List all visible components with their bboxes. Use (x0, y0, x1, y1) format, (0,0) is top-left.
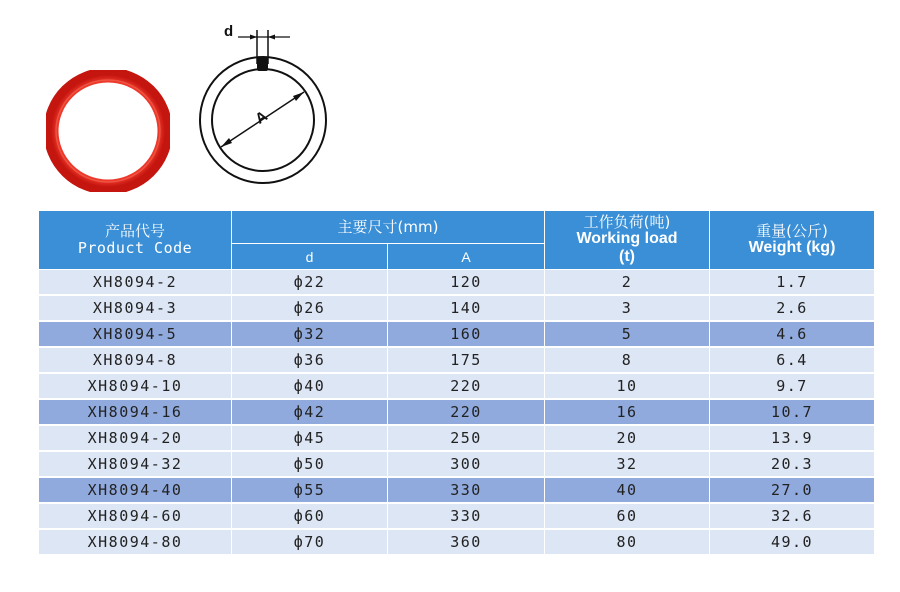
cell-product-code: XH8094-16 (39, 399, 232, 425)
cell-d: ф45 (232, 425, 388, 451)
cell-working-load: 10 (545, 373, 710, 399)
diagram-a-label: A (252, 107, 271, 128)
specification-table (38, 210, 875, 556)
table-row (39, 347, 875, 373)
ring-dimension-diagram (196, 20, 336, 195)
table-row (39, 399, 875, 425)
header-d-label: d (305, 248, 314, 265)
cell-working-load: 80 (545, 529, 710, 555)
table-row (39, 270, 875, 296)
cell-a: 330 (388, 477, 545, 503)
diagram-d-label: d (224, 23, 234, 40)
cell-a: 250 (388, 425, 545, 451)
cell-d: ф26 (232, 295, 388, 321)
cell-a: 140 (388, 295, 545, 321)
cell-weight: 49.0 (710, 529, 875, 555)
cell-a: 175 (388, 347, 545, 373)
cell-working-load: 20 (545, 425, 710, 451)
cell-working-load: 16 (545, 399, 710, 425)
cell-weight: 9.7 (710, 373, 875, 399)
cell-a: 220 (388, 373, 545, 399)
cell-product-code: XH8094-32 (39, 451, 232, 477)
cell-d: ф32 (232, 321, 388, 347)
cell-weight: 4.6 (710, 321, 875, 347)
cell-weight: 6.4 (710, 347, 875, 373)
header-a-label: A (461, 248, 471, 265)
header-working-load-en: Working load (576, 230, 678, 248)
cell-a: 220 (388, 399, 545, 425)
cell-a: 120 (388, 270, 545, 296)
cell-product-code: XH8094-20 (39, 425, 232, 451)
table-row (39, 425, 875, 451)
cell-d: ф22 (232, 270, 388, 296)
header-product-code-en: Product Code (77, 239, 193, 257)
header-working-load-unit: (t) (619, 248, 635, 266)
header-product-code (39, 211, 232, 270)
cell-working-load: 32 (545, 451, 710, 477)
cell-working-load: 5 (545, 321, 710, 347)
cell-a: 360 (388, 529, 545, 555)
cell-d: ф42 (232, 399, 388, 425)
header-product-code-zh: 产品代号 (104, 222, 165, 241)
table-row (39, 321, 875, 347)
cell-working-load: 40 (545, 477, 710, 503)
header-working-load (545, 211, 710, 270)
header-weight (710, 211, 875, 270)
cell-product-code: XH8094-3 (39, 295, 232, 321)
cell-d: ф40 (232, 373, 388, 399)
header-working-load-zh: 工作负荷(吨) (583, 212, 671, 231)
cell-working-load: 60 (545, 503, 710, 529)
header-weight-en: Weight (kg) (748, 239, 836, 257)
header-main-dimensions (232, 211, 545, 244)
cell-a: 160 (388, 321, 545, 347)
cell-d: ф36 (232, 347, 388, 373)
table-row (39, 477, 875, 503)
cell-working-load: 8 (545, 347, 710, 373)
cell-working-load: 3 (545, 295, 710, 321)
cell-product-code: XH8094-5 (39, 321, 232, 347)
cell-product-code: XH8094-8 (39, 347, 232, 373)
cell-product-code: XH8094-80 (39, 529, 232, 555)
table-row (39, 503, 875, 529)
cell-d: ф70 (232, 529, 388, 555)
cell-weight: 2.6 (710, 295, 875, 321)
header-d (232, 244, 388, 270)
cell-a: 330 (388, 503, 545, 529)
cell-d: ф55 (232, 477, 388, 503)
cell-product-code: XH8094-2 (39, 270, 232, 296)
cell-product-code: XH8094-10 (39, 373, 232, 399)
cell-a: 300 (388, 451, 545, 477)
cell-d: ф50 (232, 451, 388, 477)
cell-weight: 27.0 (710, 477, 875, 503)
cell-weight: 10.7 (710, 399, 875, 425)
table-row (39, 295, 875, 321)
ring-product-photo (46, 70, 170, 192)
header-main-dimensions-zh: 主要尺寸(mm) (337, 218, 439, 237)
cell-working-load: 2 (545, 270, 710, 296)
cell-weight: 20.3 (710, 451, 875, 477)
header-weight-zh: 重量(公斤) (756, 221, 828, 240)
cell-d: ф60 (232, 503, 388, 529)
table-row (39, 451, 875, 477)
table-row (39, 529, 875, 555)
cell-product-code: XH8094-40 (39, 477, 232, 503)
cell-weight: 32.6 (710, 503, 875, 529)
header-a (388, 244, 545, 270)
cell-weight: 13.9 (710, 425, 875, 451)
cell-product-code: XH8094-60 (39, 503, 232, 529)
table-row (39, 373, 875, 399)
cell-weight: 1.7 (710, 270, 875, 296)
